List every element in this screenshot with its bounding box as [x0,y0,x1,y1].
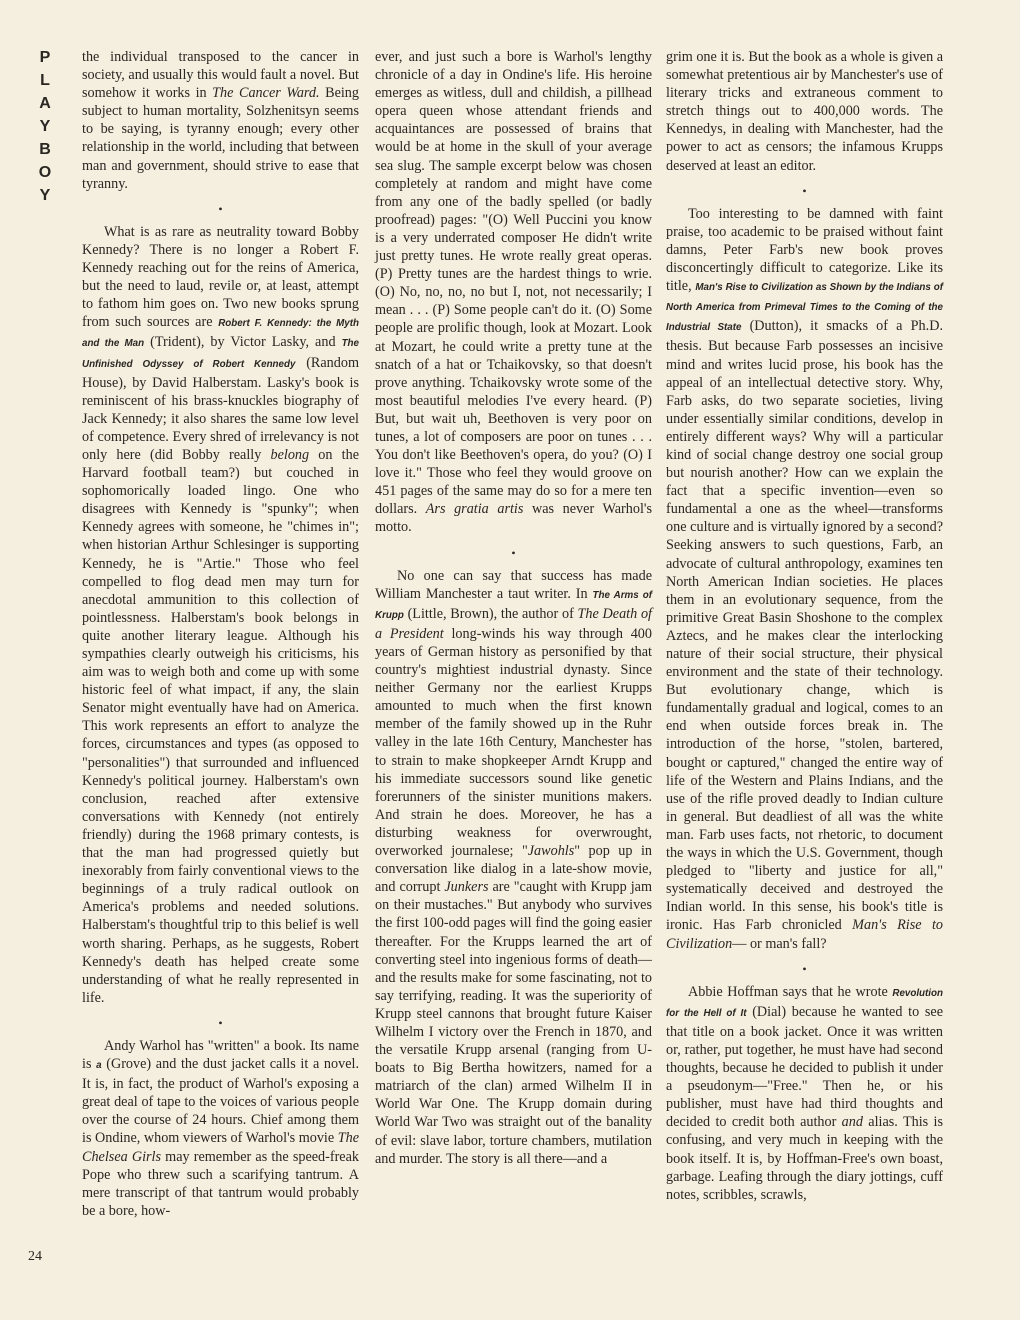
column-1 [82,48,359,1220]
section-divider: • [511,545,516,560]
book-title: a [96,1060,102,1072]
paragraph: What is as rare as neutrality toward Bobby Kennedy? There is no longer a Robert F. Kennedy reaching out for the reins of America, but the need to laud, revile or, at least, attempt to fathom him goes on. Two new books sprung from such sources are Robert F. Kennedy: the Myth and the Man (Trident), by Victor Lasky, and The Unfinished Odyssey of Robert Kennedy (Random House), by David Halberstam. Lasky's book is reminiscent of his brass-knuckles biography of Jack Kennedy; it also shares the same low level of competence. Every shred of irrelevancy is not only here (did Bobby really belong on the Harvard football team?) but couched in sophomorically loaded lingo. One who disagrees with Kennedy is "spunky"; when Kennedy agrees with someone, he "chimes in"; when historian Arthur Schlesinger is supporting Kennedy, he is "Artie." Those who feel compelled to flog dead men may turn for anecdotal ammunition to this collection of pointlessness. Halberstam's book belongs in quite another literary league. Although his sympathies clearly outweigh his criticisms, his aim was to weigh both and come up with some historic feel of what impact, if any, the slain Senator might eventually have had on America. This work represents an effort to analyze the forces, circumstances and types (as opposed to "personalities") that surrounded and influenced Kennedy's political journey. Halberstam's own conclusion, reached after extensive conversations with Kennedy (not entirely friendly) during the 1968 primary contests, is that the man had progressed quietly but inexorably from fairly conventional views to the beginnings of a truly radical outlook on America's problems and needed solutions. Halberstam's thoughtful trip to this belief is well worth sharing. Perhaps, as he suggests, Robert Kennedy's death has helped create some understanding of what he really represented in life. [82,223,359,1006]
paragraph: Abbie Hoffman says that he wrote Revolution for the Hell of It (Dial) because he wanted to see that title on a book jacket. Once it was written or, rather, put together, he must have had second thoughts, because he decided to publish it under a pseudonym—"Free." Then he, or his publisher, must have had third thoughts and decided to credit both author and alias. This is confusing, and very much in keeping with the book itself. It is, by Hoffman-Free's own boast, garbage. Leafing through the diary jottings, cuff notes, scribbles, scrawls, [666,983,943,1203]
book-title: The Cancer Ward. [212,85,320,102]
paragraph: Andy Warhol has "written" a book. Its name is a (Grove) and the dust jacket calls it a novel. It is, in fact, the product of Warhol's exposing a great deal of tape to the voices of various people over the course of 24 hours. Chief among them is Ondine, whom viewers of Warhol's movie The Chelsea Girls may remember as the speed-freak Pope who threw such a scarifying tantrum. A mere transcript of that tantrum would probably be a bore, how- [82,1037,359,1219]
paragraph: No one can say that success has made William Manchester a taut writer. In The Arms of Krupp (Little, Brown), the author of The Death of a President long-winds his way through 400 years of German history as personified by that country's mightiest industrial dynasty. Since neither Germany nor the earliest Krupps amounted to much when the first known member of the family showed up in the Ruhr valley in the late 16th Century, Manchester has to strain to make shopkeeper Arndt Krupp and his immediate successors sound like genetic forerunners of the sinister munitions makers. And strain he does. Moreover, he has a disturbing weakness for overwrought, overworked journalese; "Jawohls" pop up in conversation like dialog in a late-show movie, and corrupt Junkers are "caught with Krupp jam on their mustaches." But anybody who survives the first 100-odd pages will find the going easier thereafter. For the Krupps learned the art of converting steel into ingenious forms of death—and the results make for some fascinating, not to say terrifying, reading. It was the superiority of Krupp steel cannons that brought future Kaiser Wilhelm I victory over the French in 1870, and the versatile Krupp arsenal (ranging from U-boats to Big Bertha howitzers, named for a matriarch of the clan) armed Wilhelm II in World War One. The Krupp domain during World War Two was straight out of the banality of evil: slave labor, torture chambers, mutilation and murder. The story is all there—and a [375,567,652,1167]
paragraph: Too interesting to be damned with faint praise, too academic to be praised without faint damns, Peter Farb's new book proves disconcertingly difficult to categorize. Like its title, Man's Rise to Civilization as Shown by the Indians of North America from Primeval Times to the Coming of the Industrial State (Dutton), it smacks of a Ph.D. thesis. But because Farb possesses an incisive mind and writes lucid prose, his book has the appeal of an intellectual detective story. Why, Farb asks, do two separate societies, living under essentially similar conditions, develop in entirely different ways? Why will a particular kind of social change destroy one social group but nourish another? How can we explain the fact that a specific invention—even so fundamental a one as the wheel—transforms one culture and is virtually ignored by a second? Seeking answers to such questions, Farb, an advocate of cultural anthropology, examines ten North American Indian societies. He places them in an evolutionary sequence, from the primitive Great Basin Shoshone to the complex Aztecs, and he makes clear the interlocking nature of their social structure, their physical environment and the state of their technology. But evolutionary change, which is fundamentally gradual and logical, comes to an end when outside forces break in. The introduction of the horse, "stolen, bartered, bought or captured," changed the entire way of life of the Western and Plains Indians, and the use of the rifle proved deadly to Indian culture in general. But deadliest of all was the white man. Farb uses facts, not rhetoric, to document the ways in which the U.S. Government, though pledged to "liberty and justice for all," systematically deceived and destroyed the Indian world. In this sense, his book's title is ironic. Has Farb chronicled Man's Rise to Civilization— or man's fall? [666,205,943,952]
book-title: The Death of a President [375,605,652,642]
book-title: The Unfinished Odyssey of Robert Kennedy [82,338,359,370]
section-divider: • [218,201,223,216]
book-title: Man's Rise to Civilization [666,917,943,952]
section-divider: • [802,961,807,976]
column-2 [375,48,652,1168]
paragraph: grim one it is. But the book as a whole is given a somewhat pretentious air by Manchester's use of literary tricks and extraneous comment to stretch things out to 400,000 words. The Kennedys, in dealing with Manchester, had the power to act as censors; the infamous Krupps deserved at least an editor. [666,49,944,174]
magazine-masthead: P L A Y B O Y [38,49,52,204]
book-title: The Arms of Krupp [375,589,652,621]
paragraph: the individual transposed to the cancer in society, and usually this would fault a novel. But somehow it works in The Cancer Ward. Being subject to human mortality, Solzhenitsyn seems to be saying, is tyranny enough; every other relationship in the world, including that between man and government, should strive to ease that tyranny. [82,49,359,192]
column-3 [666,48,943,1204]
book-title: Man's Rise to Civilization as Shown by the Indians of North America from Primeval Times to the Coming of the Industrial State [666,282,943,334]
book-title: Revolution for the Hell of It [666,987,943,1019]
section-divider: • [802,183,807,198]
page-number: 24 [28,1249,42,1264]
paragraph: ever, and just such a bore is Warhol's lengthy chronicle of a day in Ondine's life. His heroine emerges as witless, dull and childish, a pillhead opera queen whose attendant friends and acquaintances are possessed of brains that would be at home in the skull of your average sea slug. The sample excerpt below was chosen completely at random and might have come from any one of the badly spelled (or badly proofread) pages: "(O) Well Puccini you know is a very underrated composer He didn't write just pretty tunes. He wrote really great operas. (P) Pretty tunes are the hardest things to wrie. (O) No, no, no, no but I, not, not necessarily; I mean . . . (P) Some people can't do it. (O) Some people are prolific though, look at Mozart. Look at Mozart, he could write a pretty tune at the snatch of a hat or Tchaikovsky, so that doesn't prove anything. Tchaikovsky wrote some of the most beautiful melodies I've every heard. (P) But, but wait uh, Beethoven is very poor on tunes, a lot of composers are poor on tunes . . . You don't like Beethoven's opera, do you? (O) I love it." Those who feel they would groove on 451 pages of the same may do so for a mere ten dollars. Ars gratia artis was never Warhol's motto. [375,49,652,536]
film-title: The Chelsea Girls [82,1130,359,1165]
book-title: Robert F. Kennedy: the Myth and the Man [82,318,359,350]
section-divider: • [218,1015,223,1030]
